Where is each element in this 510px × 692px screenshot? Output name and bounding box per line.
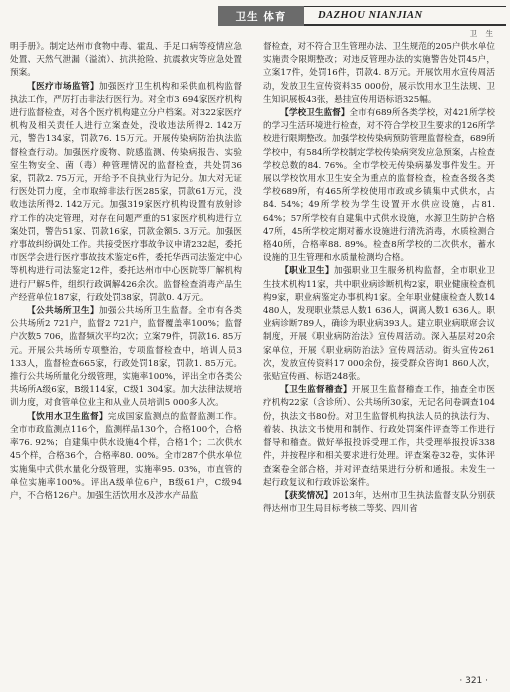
- section-title: 【卫生监督稽查】: [280, 385, 352, 396]
- left-column: [10, 41, 242, 503]
- section-title: 【公共场所卫生】: [27, 306, 99, 317]
- continuation-paragraph: 督检查，对不符合卫生管理办法、卫生规范的205户供水单位实施责令限期整改；对违反管理办法的实施警告处罚45户，立案17件，处罚16件，罚款4. 8万元。开展饮用水宣传周活动，发放卫生宣传资料35 000份，展示饮用水卫生法规、卫生知识展板43张，悬挂宣传用语标语325幅。: [263, 42, 495, 105]
- section-text: 全市有689所各类学校，对421所学校的学习生活环境进行检查，对不符合学校卫生要求的126所学校进行限期整改。加强学校传染病预防管理监督检查，689所学校中，有584所学校制定学校传染病突发应急预案，占检查学校总数的84. 76%。全市学校无传染病暴发事件发生。开展以学校饮用水卫生安全为重点的监督检查，检查各级各类学校689所，有465所学校使用市政或乡镇集中式供水，占84. 54%；49所学校为学生设置开水供应设施，占81. 64%；57所学校有自建集中式供水设施，水源卫生防护合格47所，45所学校定期对蓄水设施进行清洗消毒，水质检测合格40所，合格率88. 89%。检查8所学校的二次供水，蓄水设施的卫生管理和水质量检测均合格。: [263, 108, 495, 264]
- section-text: 完成国家监测点的监督监测工作。全市市政监测点116个，监测样品130个，合格100个，合格率76. 92%；自建集中供水设施4个样，合格1个；二次供水45个样，合格36个，合格率80. 00%。全市287个供水单位实施集中式供水量化分级管理，实施率95. 03%，市直管的单位实施率100%。评出A级单位6户，B级61户，C级94户，不合格126户。加强生活饮用水及涉水产品监: [10, 411, 242, 501]
- section-title: 【获奖情况】: [280, 490, 333, 501]
- section-text: 加强公共场所卫生监督。全市有各类公共场所2 721户，监督2 721户，监督覆盖率100%；监督户次数5 706，监督频次平均2次；立案79件，罚款16. 85万元。开展公共场所专项整治，专项监督检查中，培训人员3 133人，监督检查665家，行政处罚18家，罚款1. 85万元。推行公共场所量化分级管理，实施率100%，评出全市各类公共场所A级6家，B级114家，C级1 304家。加大法律法规培训力度，对食管单位业主和从业人员培训5 000多人次。: [10, 306, 242, 409]
- sub-section-label: 卫 生: [469, 29, 496, 38]
- section-label: 卫生 体育: [218, 6, 304, 26]
- article-section: [263, 384, 495, 490]
- page-header: [218, 6, 506, 26]
- section-text: 开展卫生监督稽查工作，抽查全市医疗机构22家（含诊所）、公共场所30家，无记名问卷调查104份，执法文书80份。对卫生监督机构执法人员的执法行为、着装、执法文书使用和制作、行政处罚案件评查等工作进行督导和稽查。做好举报投诉受理工作，共受理举报投诉338件，并按程序和相关要求进行处理。评查案卷32卷，实体评查案卷全部合格，并对评查结果进行分析和通报。未发生一起行政复议和行政诉讼案件。: [263, 385, 495, 488]
- article-section: [10, 81, 242, 305]
- section-text: 加强职业卫生服务机构监督，全市职业卫生技术机构11家，共中职业病诊断机构2家，职业健康检查机构9家，职业病鉴定办事机构1家。全年职业健康检查人数14 480人，发现职业禁忌人数1 636人，调离人数1 636人。职业病诊断789人，确诊为职业病393人。建立职业病联席会议制度，开展《职业病防治法》宣传周活动。深入基层对20余家单位，开展《职业病防治法》宣传周活动。街头宣传261次，发放宣传资料17 000余份，接受群众咨询1 860人次，张贴宣传画、标语248张。: [263, 266, 495, 383]
- article-section: [10, 411, 242, 503]
- journal-title: DAZHOU NIANJIAN: [304, 6, 506, 26]
- page-number: · 321 ·: [459, 676, 488, 686]
- section-title: 【学校卫生监督】: [280, 108, 350, 119]
- section-title: 【饮用水卫生监督】: [27, 411, 108, 422]
- article-section: [263, 265, 495, 384]
- section-title: 【医疗市场监管】: [27, 81, 99, 92]
- article-section: [10, 305, 242, 411]
- article-section: [263, 490, 495, 516]
- right-column: [263, 41, 495, 516]
- section-title: 【职业卫生】: [280, 266, 334, 277]
- intro-paragraph: 明手册》。制定达州市食物中毒、霍乱、手足口病等疫情应急处置、天然气泄漏（溢流）、抗洪抢险、抗震救灾等应急处置预案。: [10, 42, 242, 79]
- section-text: 加强医疗卫生机构和采供血机构监督执法工作，严厉打击非法行医行为。对全市3 694家医疗机构进行监督检查，对各个医疗机构建立分户档案。对322家医疗机构及相关责任人进行立案查处，没收违法所得2. 142万元，警告134家，罚款76. 15万元。开展传染病防治执法监督检查行动。加强医疗废物、院感监测、传染病报告、实验室生物安全、菌（毒）种管理情况的监督检查，共处罚36家，罚款2. 75万元，开给予不良执业行为记分。加大对无证行医处罚力度，全市取缔非法行医285家，罚款61万元，没收违法所得2. 142万元。加强319家医疗机构设置有放射诊疗工作的决定管理，对存在问题严重的51家医疗机构进行立案处罚，警告51家、罚款16家，罚款金额5. 3万元。加强医疗事故纠纷调处工作。共接受医疗事故争议申请232起，委托市医学会进行医疗事故技术鉴定6件，委托华西司法鉴定中心等机构进行司法鉴定12件，委托达州市中心医院等厂解机构进行尸解5件，组织行政调解426余次。监督检查消毒产品生产经营单位187家，行政处罚38家，罚款0. 4万元。: [10, 81, 242, 303]
- section-text: 2013年，达州市卫生执法监督支队分别获得达州市卫生局目标考核二等奖、四川省: [263, 490, 495, 515]
- article-section: [263, 107, 495, 265]
